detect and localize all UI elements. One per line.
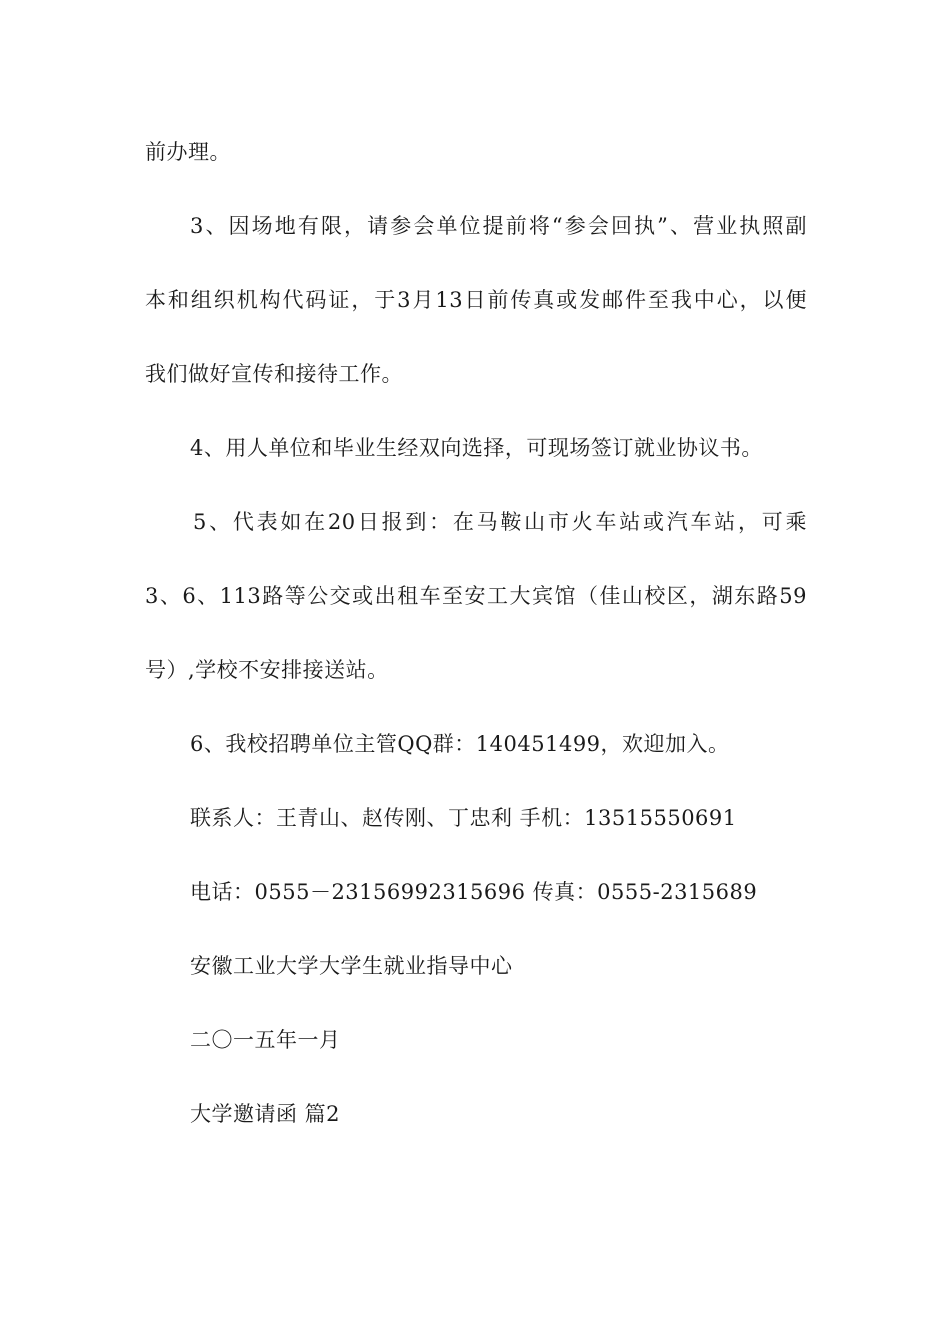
paragraph-line-7: 3、6、113路等公交或出租车至安工大宾馆（佳山校区，湖东路59: [145, 584, 807, 608]
paragraph-line-8: 号）,学校不安排接送站。: [145, 658, 389, 682]
paragraph-line-5: 4、用人单位和毕业生经双向选择，可现场签订就业协议书。: [190, 436, 763, 460]
paragraph-line-2: 3、因场地有限，请参会单位提前将“参会回执”、营业执照副: [190, 214, 807, 238]
paragraph-line-1: 前办理。: [145, 140, 231, 164]
paragraph-line-4: 我们做好宣传和接待工作。: [145, 362, 403, 386]
section-heading: 大学邀请函 篇2: [190, 1102, 341, 1126]
phone-fax-line: 电话：0555－23156992315696 传真：0555-2315689: [190, 880, 758, 904]
organization-signature: 安徽工业大学大学生就业指导中心: [190, 954, 513, 978]
paragraph-line-6: 5、代表如在20日报到：在马鞍山市火车站或汽车站，可乘: [193, 510, 807, 534]
paragraph-line-3: 本和组织机构代码证，于3月13日前传真或发邮件至我中心，以便: [145, 288, 807, 312]
contact-persons-line: 联系人：王青山、赵传刚、丁忠利 手机：13515550691: [190, 806, 737, 830]
document-date: 二〇一五年一月: [190, 1028, 341, 1052]
paragraph-line-9: 6、我校招聘单位主管QQ群：140451499，欢迎加入。: [190, 732, 730, 756]
